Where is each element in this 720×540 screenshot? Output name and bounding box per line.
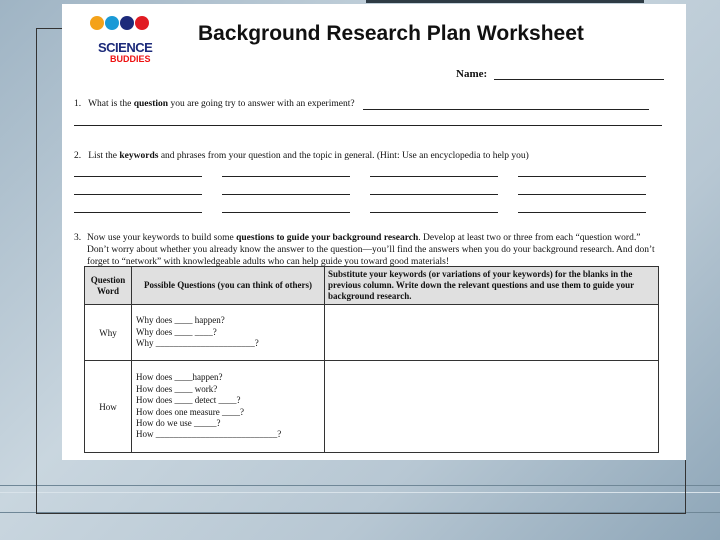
q2-text-pre: List the [88, 151, 120, 161]
science-buddies-logo [82, 10, 162, 66]
name-row [456, 68, 664, 80]
slide-frame-right [685, 460, 686, 514]
q3-number: 3. [74, 233, 82, 243]
keyword-blank[interactable] [222, 194, 350, 195]
background-line [0, 492, 720, 493]
slide-frame-top [36, 28, 62, 29]
research-questions-table [84, 266, 659, 453]
question-line: How does ____ detect ____? [136, 395, 241, 406]
keyword-blank[interactable] [222, 212, 350, 213]
keyword-blank[interactable] [370, 212, 498, 213]
q1-answer-line[interactable] [363, 109, 649, 110]
q1-text-bold: question [133, 99, 169, 109]
keyword-blank[interactable] [370, 194, 498, 195]
keyword-blank[interactable] [74, 194, 202, 195]
logo-text-science: SCIENCE [98, 40, 153, 55]
logo-ball-icon [120, 16, 134, 30]
question-3 [74, 232, 659, 268]
logo-ball-icon [105, 16, 119, 30]
keyword-blank[interactable] [518, 212, 646, 213]
name-field[interactable] [494, 79, 664, 80]
question-line: Why does ____ happen? [136, 315, 225, 326]
question-line: How does ____ work? [136, 383, 218, 394]
q3-text [87, 232, 659, 268]
answer-cell-how[interactable] [325, 361, 659, 453]
question-line: How does one measure ____? [136, 406, 244, 417]
question-1 [74, 98, 674, 110]
logo-ball-icon [90, 16, 104, 30]
worksheet-page [62, 4, 686, 460]
logo-text-buddies: BUDDIES [110, 54, 151, 64]
q1-answer-line-2[interactable] [74, 125, 662, 126]
background-line [0, 485, 720, 486]
header-possible-questions: Possible Questions (you can think of others) [132, 267, 325, 305]
header-question-word: Question Word [85, 267, 132, 305]
table-row [85, 361, 659, 453]
q3-text-bold: questions to guide your background research [236, 233, 419, 243]
header-substitute-keywords: Substitute your keywords (or variations of your keywords) for the blanks in the previous column. Write down the relevant questions and use them to guide your background research. [325, 267, 659, 305]
keyword-blank[interactable] [518, 176, 646, 177]
page-title: Background Research Plan Worksheet [198, 22, 584, 45]
question-line: How does ____happen? [136, 372, 223, 383]
question-line: Why does ____ ____? [136, 326, 217, 337]
slide-frame-left [36, 28, 37, 514]
keyword-blank[interactable] [518, 194, 646, 195]
question-word-how: How [85, 361, 132, 453]
name-label: Name: [456, 68, 488, 80]
logo-balls [90, 14, 150, 34]
background-dark-bar [366, 0, 644, 3]
question-2 [74, 150, 529, 162]
question-line: How do we use _____? [136, 417, 221, 428]
keyword-blank[interactable] [370, 176, 498, 177]
q2-text-post: and phrases from your question and the topic in general. (Hint: Use an encyclopedia to help you) [158, 151, 529, 161]
question-line: Why ______________________? [136, 338, 259, 349]
keyword-blank[interactable] [74, 176, 202, 177]
question-word-why: Why [85, 305, 132, 361]
possible-questions-how [132, 361, 325, 453]
q2-text-bold: keywords [119, 151, 159, 161]
possible-questions-why [132, 305, 325, 361]
keyword-blank[interactable] [222, 176, 350, 177]
slide-frame-bottom [36, 513, 686, 514]
q3-text-post: . Develop at least two or three from each “question word.” Don’t worry about whether you already know the answer to the question—you’ll find the answers when you do your background research. And don’t forget to “network” with knowledgeable adults who can help guide you toward good materials! [87, 233, 655, 267]
q2-number: 2. [74, 151, 82, 161]
keyword-blank[interactable] [74, 212, 202, 213]
table-row [85, 305, 659, 361]
answer-cell-why[interactable] [325, 305, 659, 361]
q3-text-pre: Now use your keywords to build some [87, 233, 237, 243]
logo-ball-icon [135, 16, 149, 30]
q1-number: 1. [74, 99, 82, 109]
q1-text-post: you are going try to answer with an experiment? [168, 99, 355, 109]
q1-text-pre: What is the [88, 99, 134, 109]
table-header-row [85, 267, 659, 305]
question-line: How ___________________________? [136, 429, 282, 440]
